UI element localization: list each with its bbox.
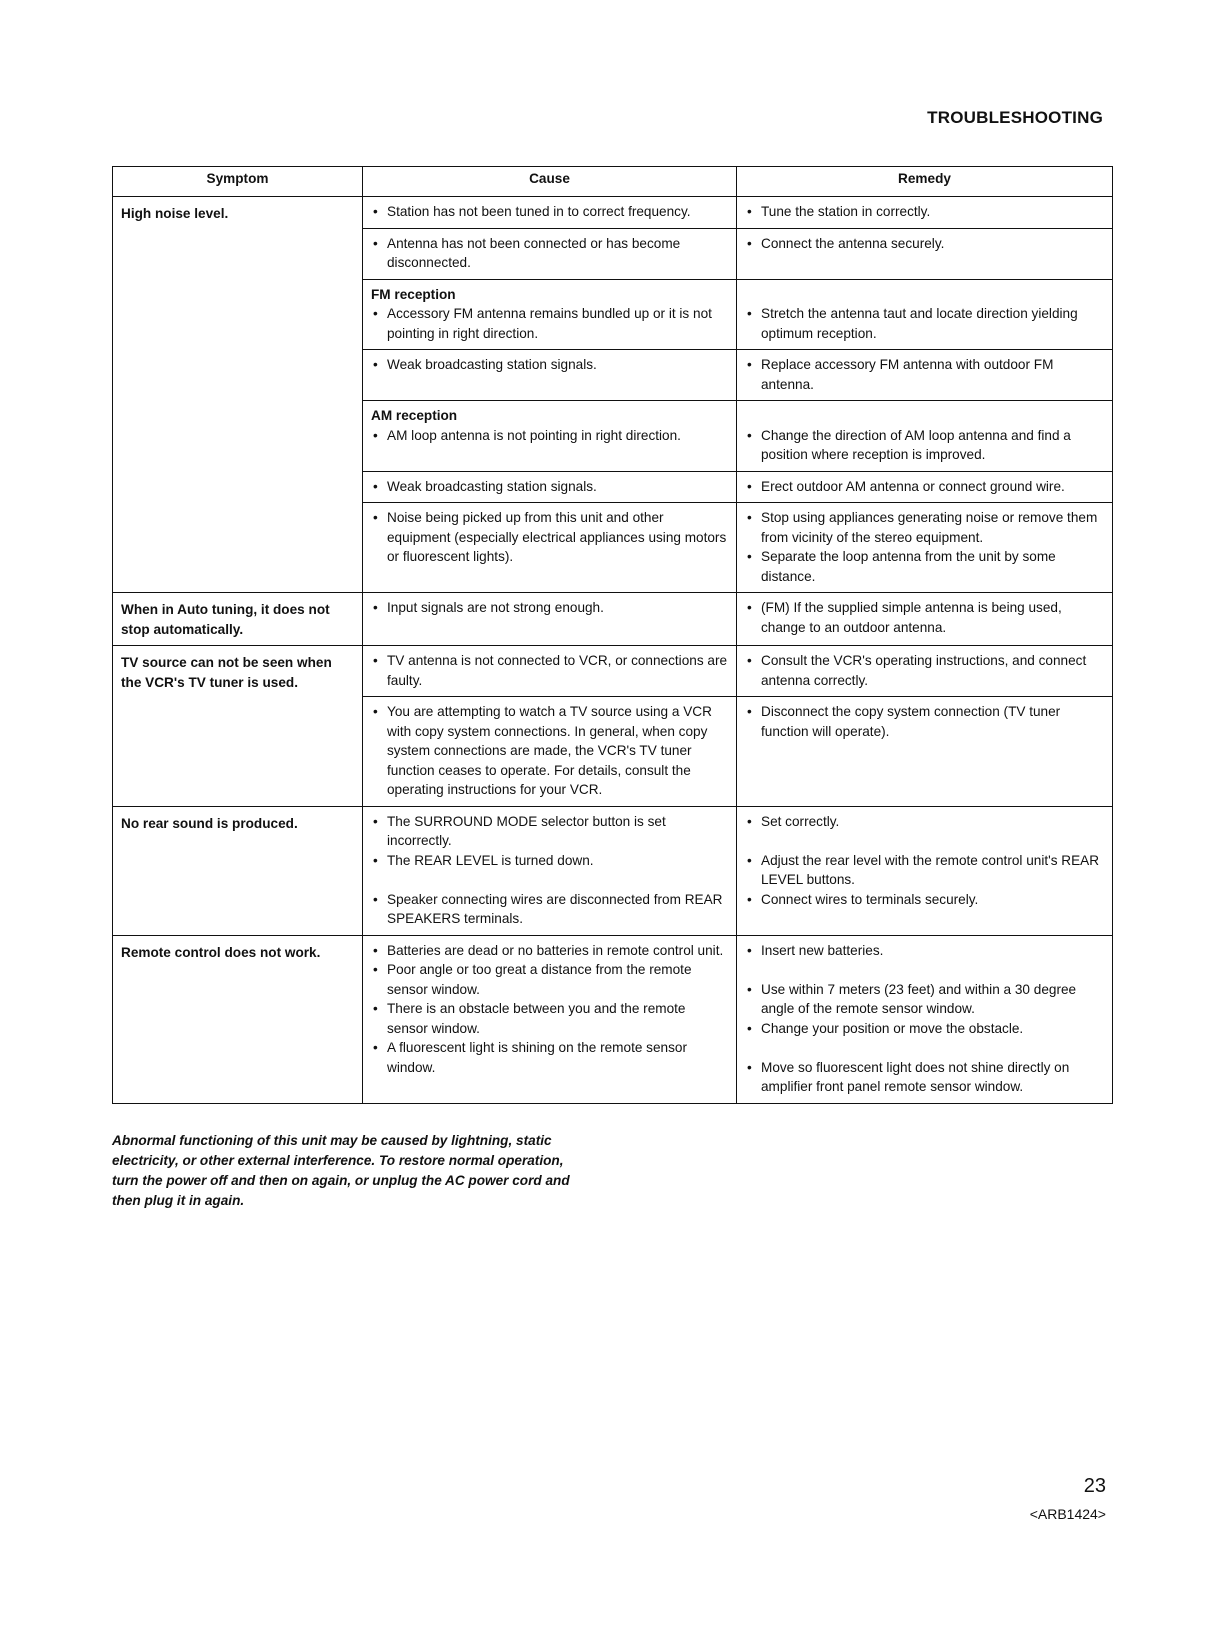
cause-text: The REAR LEVEL is turned down. [387, 852, 594, 868]
cause-text: Accessory FM antenna remains bundled up or it is not pointing in right direction. [387, 306, 712, 341]
symptom-cell: When in Auto tuning, it does not stop automatically. [113, 593, 363, 646]
cause-cell: • Input signals are not strong enough. [363, 593, 737, 646]
cause-text: Noise being picked up from this unit and other equipment (especially electrical appliances using motors or fluorescent lights). [387, 510, 727, 564]
table-row [113, 646, 1113, 697]
remedy-cell: • Stretch the antenna taut and locate direction yielding optimum reception. [737, 279, 1113, 350]
table-header-row [113, 167, 1113, 197]
cause-text: Speaker connecting wires are disconnected from REAR SPEAKERS terminals. [387, 891, 723, 926]
symptom-cell: TV source can not be seen when the VCR's TV tuner is used. [113, 646, 363, 807]
table-row [113, 935, 1113, 1103]
subheading: AM reception [371, 408, 458, 423]
cause-text: Weak broadcasting station signals. [387, 357, 597, 372]
footnote: Abnormal functioning of this unit may be caused by lightning, static electricity, or other external interference. To restore normal operation, turn the power off and then on again, or unplug the AC power cord and then plug it in again. [112, 1133, 570, 1208]
cause-cell: AM reception • AM loop antenna is not pointing in right direction. [363, 401, 737, 472]
remedy-text: Change your position or move the obstacle. [761, 1020, 1024, 1036]
cause-text: Station has not been tuned in to correct frequency. [387, 204, 691, 219]
remedy-text: Consult the VCR's operating instructions, and connect antenna correctly. [761, 653, 1087, 688]
symptom-cell: No rear sound is produced. [113, 806, 363, 935]
cause-cell: FM reception • Accessory FM antenna remains bundled up or it is not pointing in right direction. [363, 279, 737, 350]
remedy-text: Stretch the antenna taut and locate direction yielding optimum reception. [761, 306, 1078, 341]
cause-cell: • Batteries are dead or no batteries in remote control unit. • Poor angle or too great a distance from the remote sensor window. • There is an obstacle between you and the remote sensor window. • A fluorescent light is shining on the remote sensor window. [363, 935, 737, 1103]
cause-text: AM loop antenna is not pointing in right direction. [387, 427, 681, 443]
cause-text: You are attempting to watch a TV source using a VCR with copy system connections. In general, when copy system connections are made, the VCR's TV tuner function ceases to operate. For details, consult the operating instructions for your VCR. [387, 704, 712, 797]
cause-text: Poor angle or too great a distance from the remote sensor window. [387, 962, 692, 997]
subheading: FM reception [371, 286, 456, 302]
cause-cell: • Station has not been tuned in to correct frequency. [363, 197, 737, 229]
remedy-text: Connect wires to terminals securely. [761, 891, 979, 907]
remedy-cell: • Erect outdoor AM antenna or connect ground wire. [737, 471, 1113, 503]
page-number: 23 [1083, 1475, 1106, 1497]
table-row [113, 197, 1113, 229]
cause-cell: • You are attempting to watch a TV source using a VCR with copy system connections. In general, when copy system connections are made, the VCR's TV tuner function ceases to operate. For details, consult the operating instructions for your VCR. [363, 697, 737, 807]
remedy-cell: • Set correctly. • Adjust the rear level with the remote control unit's REAR LEVEL buttons. • Connect wires to terminals securely. [737, 806, 1113, 935]
cause-cell: • The SURROUND MODE selector button is set incorrectly. • The REAR LEVEL is turned down. • Speaker connecting wires are disconnected from REAR SPEAKERS terminals. [363, 806, 737, 935]
cause-text: The SURROUND MODE selector button is set incorrectly. [387, 813, 666, 848]
remedy-text: Insert new batteries. [761, 942, 884, 958]
header-symptom: Symptom [113, 167, 363, 197]
remedy-cell: • Replace accessory FM antenna with outdoor FM antenna. [737, 350, 1113, 401]
remedy-cell: • (FM) If the supplied simple antenna is being used, change to an outdoor antenna. [737, 593, 1113, 646]
cause-text: Batteries are dead or no batteries in remote control unit. [387, 942, 724, 958]
remedy-text: Erect outdoor AM antenna or connect ground wire. [761, 478, 1065, 494]
cause-text: TV antenna is not connected to VCR, or connections are faulty. [387, 653, 728, 688]
remedy-cell: • Disconnect the copy system connection (TV tuner function will operate). [737, 697, 1113, 807]
remedy-cell: • Connect the antenna securely. [737, 228, 1113, 279]
cause-cell: • TV antenna is not connected to VCR, or connections are faulty. [363, 646, 737, 697]
remedy-cell: • Stop using appliances generating noise or remove them from vicinity of the stereo equipment. • Separate the loop antenna from the unit by some distance. [737, 503, 1113, 593]
remedy-text: Use within 7 meters (23 feet) and within a 30 degree angle of the remote sensor window. [761, 981, 1077, 1016]
cause-text: Input signals are not strong enough. [387, 600, 604, 615]
remedy-cell: • Tune the station in correctly. [737, 197, 1113, 229]
remedy-text: Set correctly. [761, 813, 840, 829]
remedy-text: Replace accessory FM antenna with outdoor FM antenna. [761, 357, 1054, 392]
table-row [113, 593, 1113, 646]
cause-cell: • Weak broadcasting station signals. [363, 471, 737, 503]
remedy-cell: • Change the direction of AM loop antenna and find a position where reception is improved. [737, 401, 1113, 472]
cause-text: Antenna has not been connected or has become disconnected. [387, 235, 681, 270]
remedy-text: Adjust the rear level with the remote control unit's REAR LEVEL buttons. [761, 852, 1100, 887]
remedy-cell: • Consult the VCR's operating instructions, and connect antenna correctly. [737, 646, 1113, 697]
cause-text: A fluorescent light is shining on the remote sensor window. [387, 1040, 687, 1075]
header-remedy: Remedy [737, 167, 1113, 197]
cause-text: There is an obstacle between you and the remote sensor window. [387, 1001, 686, 1036]
troubleshooting-table [112, 166, 1113, 1104]
cause-cell: • Antenna has not been connected or has become disconnected. [363, 228, 737, 279]
remedy-cell: • Insert new batteries. • Use within 7 meters (23 feet) and within a 30 degree angle of the remote sensor window. • Change your position or move the obstacle. • Move so fluorescent light does not shine directly on amplifier front panel remote sensor window. [737, 935, 1113, 1103]
remedy-text: Separate the loop antenna from the unit by some distance. [761, 549, 1056, 584]
cause-cell: • Noise being picked up from this unit and other equipment (especially electrical appliances using motors or fluorescent lights). [363, 503, 737, 593]
remedy-text: Stop using appliances generating noise or remove them from vicinity of the stereo equipment. [761, 510, 1098, 545]
remedy-text: Connect the antenna securely. [761, 235, 945, 251]
remedy-text: Change the direction of AM loop antenna and find a position where reception is improved. [761, 427, 1071, 462]
symptom-cell: High noise level. [113, 197, 363, 593]
header-cause: Cause [363, 167, 737, 197]
document-code: <ARB1424> [1029, 1506, 1106, 1522]
remedy-text: Tune the station in correctly. [761, 204, 931, 219]
table-row [113, 806, 1113, 935]
cause-text: Weak broadcasting station signals. [387, 478, 597, 494]
remedy-text: Disconnect the copy system connection (TV tuner function will operate). [761, 704, 1061, 739]
section-title: TROUBLESHOOTING [927, 108, 1103, 127]
remedy-text: (FM) If the supplied simple antenna is being used, change to an outdoor antenna. [761, 600, 1062, 635]
cause-cell: • Weak broadcasting station signals. [363, 350, 737, 401]
symptom-cell: Remote control does not work. [113, 935, 363, 1103]
remedy-text: Move so fluorescent light does not shine directly on amplifier front panel remote sensor window. [761, 1059, 1070, 1094]
